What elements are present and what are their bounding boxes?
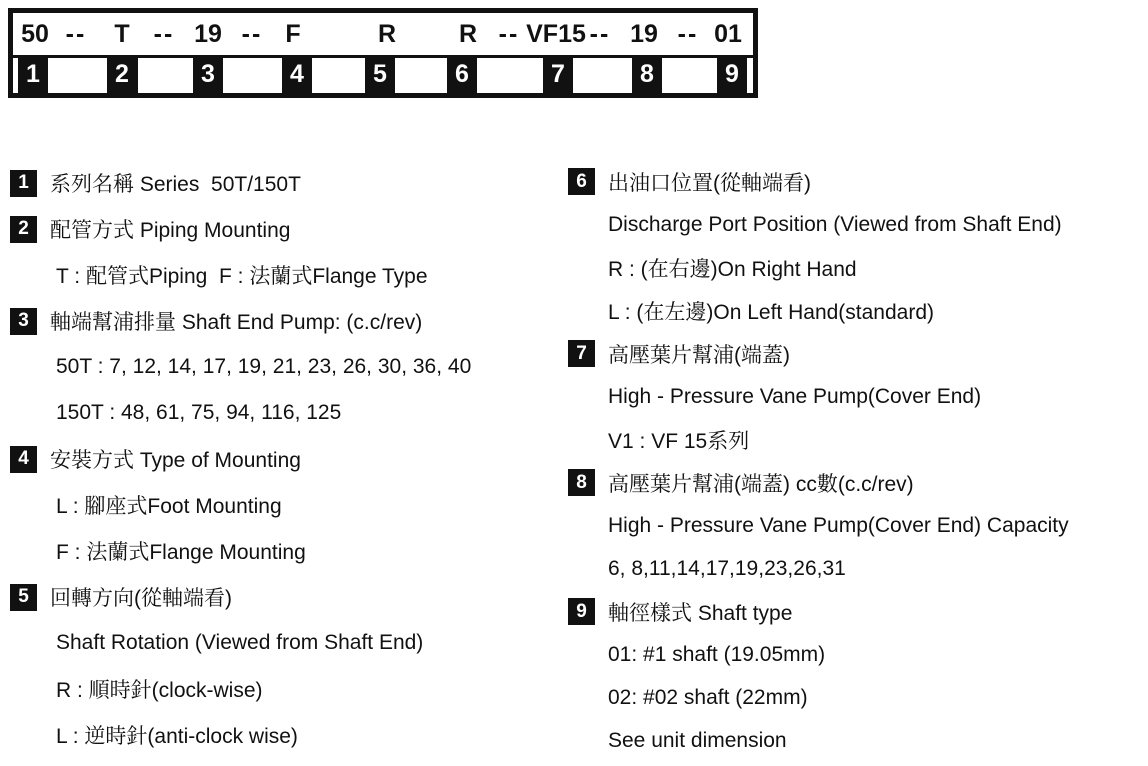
code-token-cover-pump: VF15 <box>526 20 586 48</box>
legend-item-heading <box>10 436 565 482</box>
item-title: 高壓葉片幫浦(端蓋) cc數(c.c/rev) <box>608 472 914 496</box>
item-number-badge: 9 <box>568 598 595 625</box>
legend-item-heading <box>568 461 1146 504</box>
band-blank-cell <box>662 58 717 93</box>
band-blank-cell <box>477 58 543 93</box>
item-detail-line: L : (在左邊)On Left Hand(standard) <box>608 300 935 324</box>
band-blank-cell <box>573 58 632 93</box>
band-blank-cell <box>395 58 447 93</box>
item-detail-line: F : 法蘭式Flange Mounting <box>56 541 306 564</box>
code-token-piping: T <box>114 20 130 48</box>
dash-separator: -- <box>498 20 520 48</box>
item-title: 軸徑樣式 Shaft type <box>608 601 793 625</box>
code-token-mounting: F <box>285 20 301 48</box>
item-title: 出油口位置(從軸端看) <box>608 171 811 195</box>
band-blank-cell <box>48 58 107 93</box>
item-title: 高壓葉片幫浦(端蓋) <box>608 343 790 367</box>
legend-item-heading <box>568 332 1146 375</box>
legend-item-heading <box>568 590 1146 633</box>
band-blank-cell <box>223 58 282 93</box>
code-token-shaft-type: 01 <box>714 20 742 48</box>
band-blank-cell <box>312 58 365 93</box>
legend-item-heading <box>568 160 1146 203</box>
item-number-badge: 5 <box>10 584 37 611</box>
item-title: 系列名稱 Series 50T/150T <box>50 173 301 196</box>
position-number: 2 <box>115 60 129 88</box>
item-number-badge: 1 <box>10 170 37 197</box>
item-detail-line: 150T : 48, 61, 75, 94, 116, 125 <box>56 401 342 424</box>
band-blank-cell <box>13 58 18 93</box>
item-title: 軸端幫浦排量 Shaft End Pump: (c.c/rev) <box>50 311 423 334</box>
code-token-port-position: R <box>458 20 478 48</box>
legend-item-heading <box>10 206 565 252</box>
code-token-series: 50 <box>21 20 49 48</box>
position-number: 8 <box>640 60 654 88</box>
item-detail-line: V1 : VF 15系列 <box>608 429 750 453</box>
position-number-band <box>13 55 753 93</box>
item-detail-line: 02: #02 shaft (22mm) <box>608 685 808 709</box>
item-detail-line: 6, 8,11,14,17,19,23,26,31 <box>608 556 846 580</box>
dash-separator: -- <box>65 20 87 48</box>
code-token-rotation: R <box>377 20 397 48</box>
item-number-badge: 3 <box>10 308 37 335</box>
dash-separator: -- <box>241 20 263 48</box>
code-token-cover-capacity: 19 <box>630 20 658 48</box>
position-number: 1 <box>26 60 40 88</box>
legend-item-heading <box>10 298 565 344</box>
position-number: 9 <box>725 60 739 88</box>
dash-separator: -- <box>589 20 611 48</box>
legend-column-left <box>10 160 565 758</box>
dash-separator: -- <box>677 20 699 48</box>
model-code-box <box>8 8 758 98</box>
position-number: 5 <box>373 60 387 88</box>
item-number-badge: 4 <box>10 446 37 473</box>
legend-column-right <box>568 160 1146 762</box>
band-blank-cell <box>138 58 193 93</box>
position-number: 6 <box>455 60 469 88</box>
item-detail-line: See unit dimension <box>608 728 787 752</box>
position-number: 3 <box>201 60 215 88</box>
item-detail-line: T : 配管式Piping F : 法蘭式Flange Type <box>56 265 428 288</box>
dash-separator: -- <box>153 20 175 48</box>
item-number-badge: 8 <box>568 469 595 496</box>
position-number: 7 <box>551 60 565 88</box>
code-token-displacement: 19 <box>194 20 222 48</box>
position-number: 4 <box>290 60 304 88</box>
item-detail-line: High - Pressure Vane Pump(Cover End) Capacity <box>608 513 1069 537</box>
item-number-badge: 2 <box>10 216 37 243</box>
code-value-row <box>13 13 753 55</box>
item-detail-line: L : 逆時針(anti-clock wise) <box>56 725 298 748</box>
legend-item-heading <box>10 574 565 620</box>
item-detail-line: R : (在右邊)On Right Hand <box>608 257 857 281</box>
item-number-badge: 7 <box>568 340 595 367</box>
item-detail-line: Discharge Port Position (Viewed from Shaft End) <box>608 212 1062 236</box>
item-title: 回轉方向(從軸端看) <box>50 587 232 610</box>
item-title: 安裝方式 Type of Mounting <box>50 449 301 472</box>
item-detail-line: 50T : 7, 12, 14, 17, 19, 21, 23, 26, 30, 36, 40 <box>56 355 472 378</box>
item-title: 配管方式 Piping Mounting <box>50 219 291 242</box>
item-detail-line: 01: #1 shaft (19.05mm) <box>608 642 826 666</box>
item-number-badge: 6 <box>568 168 595 195</box>
legend-item-heading <box>10 160 565 206</box>
item-detail-line: L : 腳座式Foot Mounting <box>56 495 282 518</box>
item-detail-line: High - Pressure Vane Pump(Cover End) <box>608 384 982 408</box>
item-detail-line: R : 順時針(clock-wise) <box>56 679 263 702</box>
item-detail-line: Shaft Rotation (Viewed from Shaft End) <box>56 631 424 654</box>
band-blank-cell <box>747 58 753 93</box>
